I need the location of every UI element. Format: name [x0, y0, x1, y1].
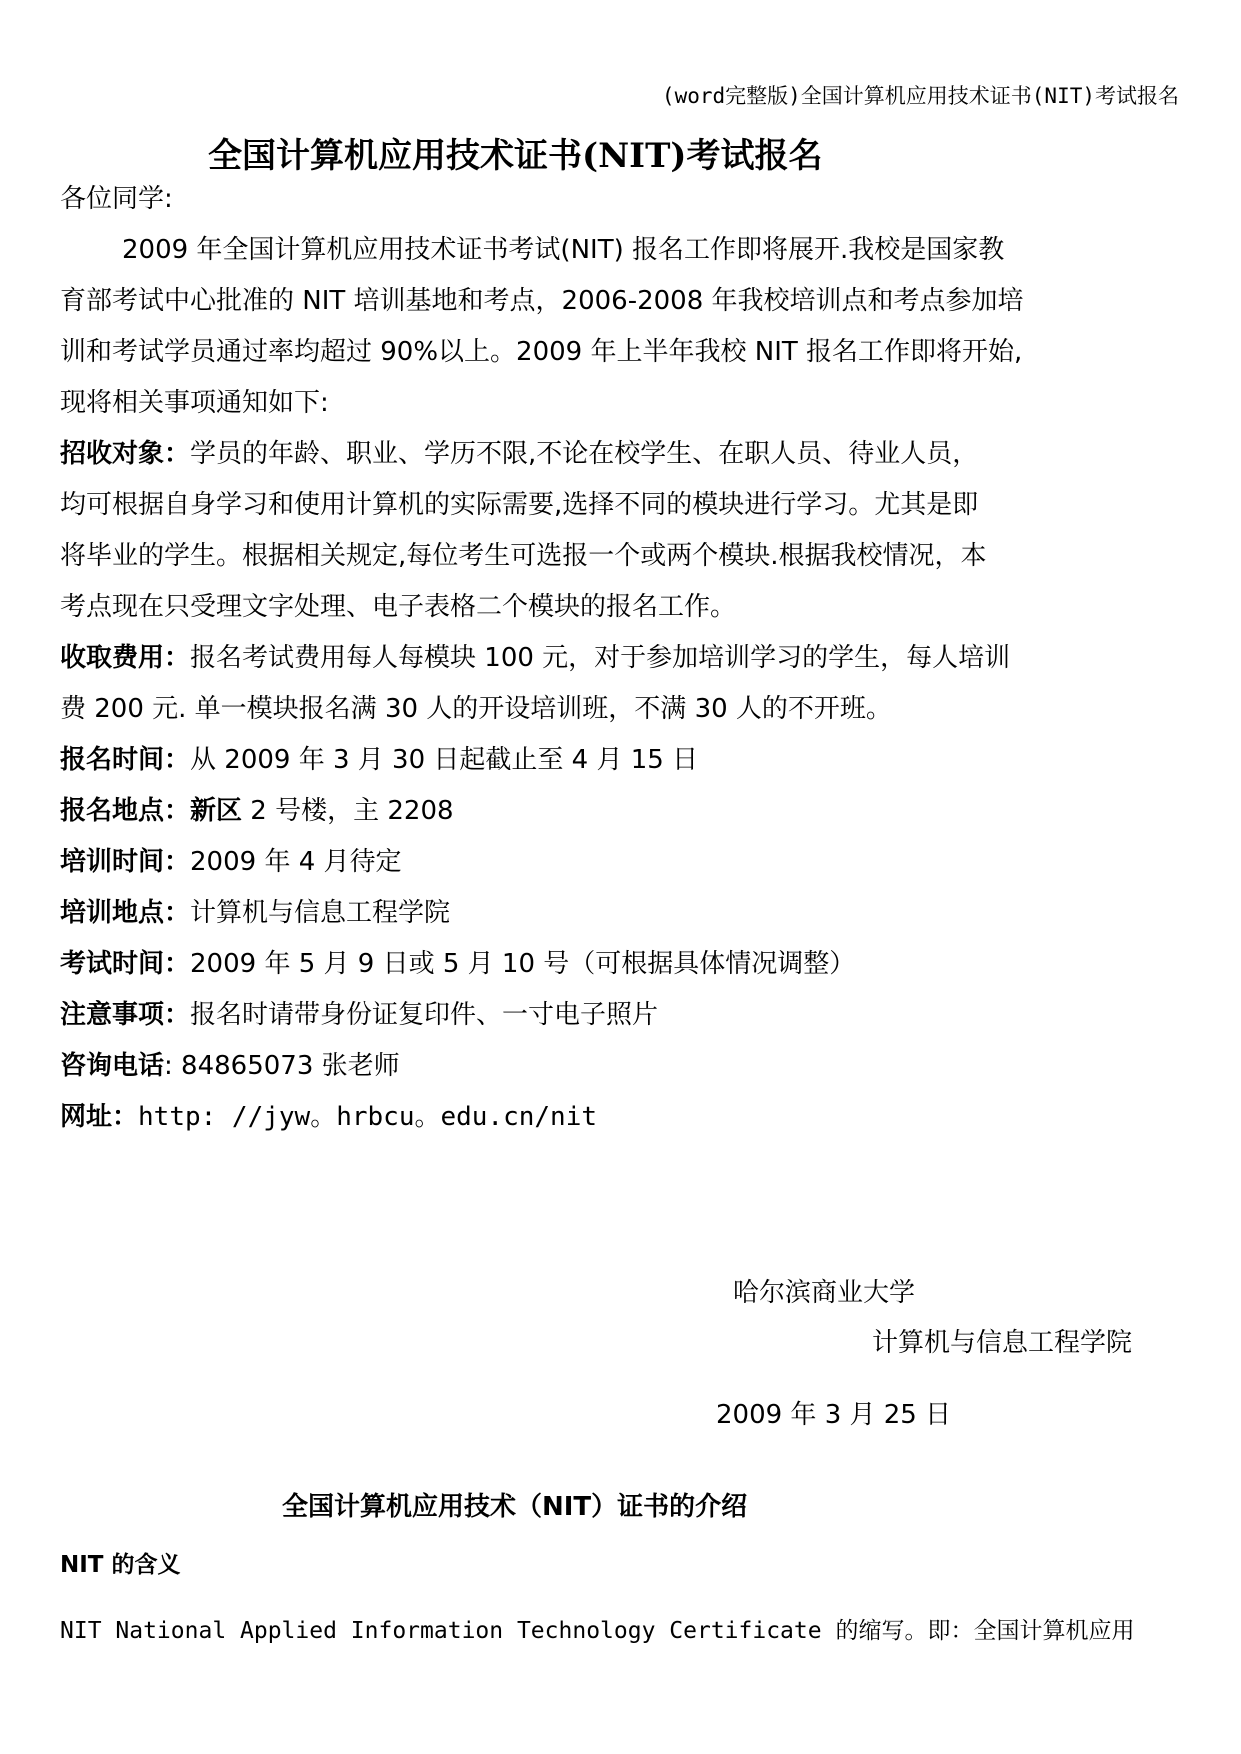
field-value: : 84865073 张老师	[164, 1051, 400, 1081]
nit-definition: NIT National Applied Information Technology Certificate 的缩写。即：全国计算机应用	[60, 1618, 1135, 1644]
field-label: 培训地点：	[60, 898, 191, 928]
field-value: 2009 年 5 月 9 日或 5 月 10 号（可根据具体情况调整）	[190, 949, 856, 979]
field-label: 注意事项：	[60, 1000, 191, 1030]
signature-college: 计算机与信息工程学院	[872, 1328, 1133, 1358]
field-training-place	[60, 888, 1190, 939]
intro-line-1: 2009 年全国计算机应用技术证书考试(NIT) 报名工作即将展开.我校是国家教	[122, 235, 1005, 265]
enroll-line-3: 将毕业的学生。根据相关规定,每位考生可选报一个或两个模块.根据我校情况，本	[60, 541, 987, 571]
field-value: 2 号楼，主 2208	[242, 796, 454, 826]
fee-text-1: 报名考试费用每人每模块 100 元，对于参加培训学习的学生，每人培训	[190, 643, 1011, 673]
document-body	[60, 174, 1190, 1143]
enroll-line-1	[60, 429, 1190, 480]
field-label: 考试时间：	[60, 949, 191, 979]
field-value-bold: 新区	[190, 796, 243, 826]
field-label: 报名地点：	[60, 796, 191, 826]
field-exam-time	[60, 939, 1190, 990]
field-training-time	[60, 837, 1190, 888]
intro-line-4: 现将相关事项通知如下:	[60, 388, 329, 418]
field-notes	[60, 990, 1190, 1041]
field-signup-place	[60, 786, 1190, 837]
field-label: 报名时间：	[60, 745, 191, 775]
website-label: 网址：	[60, 1102, 139, 1132]
field-label: 培训时间：	[60, 847, 191, 877]
section-title: 全国计算机应用技术（NIT）证书的介绍	[282, 1492, 748, 1522]
field-phone	[60, 1041, 1190, 1092]
enroll-line-4: 考点现在只受理文字处理、电子表格二个模块的报名工作。	[60, 592, 737, 622]
fee-line-2: 费 200 元. 单一模块报名满 30 人的开设培训班，不满 30 人的不开班。	[60, 694, 892, 724]
document-title: 全国计算机应用技术证书(NIT)考试报名	[208, 136, 823, 176]
signature-date: 2009 年 3 月 25 日	[716, 1400, 952, 1430]
fee-line-1	[60, 633, 1190, 684]
fee-label: 收取费用：	[60, 643, 191, 673]
enroll-label: 招收对象：	[60, 439, 191, 469]
document-header: (word完整版)全国计算机应用技术证书(NIT)考试报名	[661, 84, 1179, 108]
field-value: 报名时请带身份证复印件、一寸电子照片	[190, 1000, 659, 1030]
signature-school: 哈尔滨商业大学	[733, 1278, 916, 1308]
enroll-line-2: 均可根据自身学习和使用计算机的实际需要,选择不同的模块进行学习。尤其是即	[60, 490, 979, 520]
field-value: 从 2009 年 3 月 30 日起截止至 4 月 15 日	[190, 745, 699, 775]
greeting: 各位同学:	[60, 184, 173, 214]
field-value: 2009 年 4 月待定	[190, 847, 402, 877]
intro-line-3: 训和考试学员通过率均超过 90%以上。2009 年上半年我校 NIT 报名工作即将开始,	[60, 337, 1023, 367]
field-signup-time	[60, 735, 1190, 786]
field-label: 咨询电话	[60, 1051, 165, 1081]
website-link[interactable]: http: //jyw。hrbcu。edu.cn/nit	[138, 1102, 598, 1132]
intro-line-2: 育部考试中心批准的 NIT 培训基地和考点，2006-2008 年我校培训点和考点参加培	[60, 286, 1024, 316]
nit-heading: NIT 的含义	[60, 1552, 181, 1578]
field-website	[60, 1092, 1190, 1143]
field-value: 计算机与信息工程学院	[190, 898, 451, 928]
enroll-text-1: 学员的年龄、职业、学历不限,不论在校学生、在职人员、待业人员，	[190, 439, 979, 469]
